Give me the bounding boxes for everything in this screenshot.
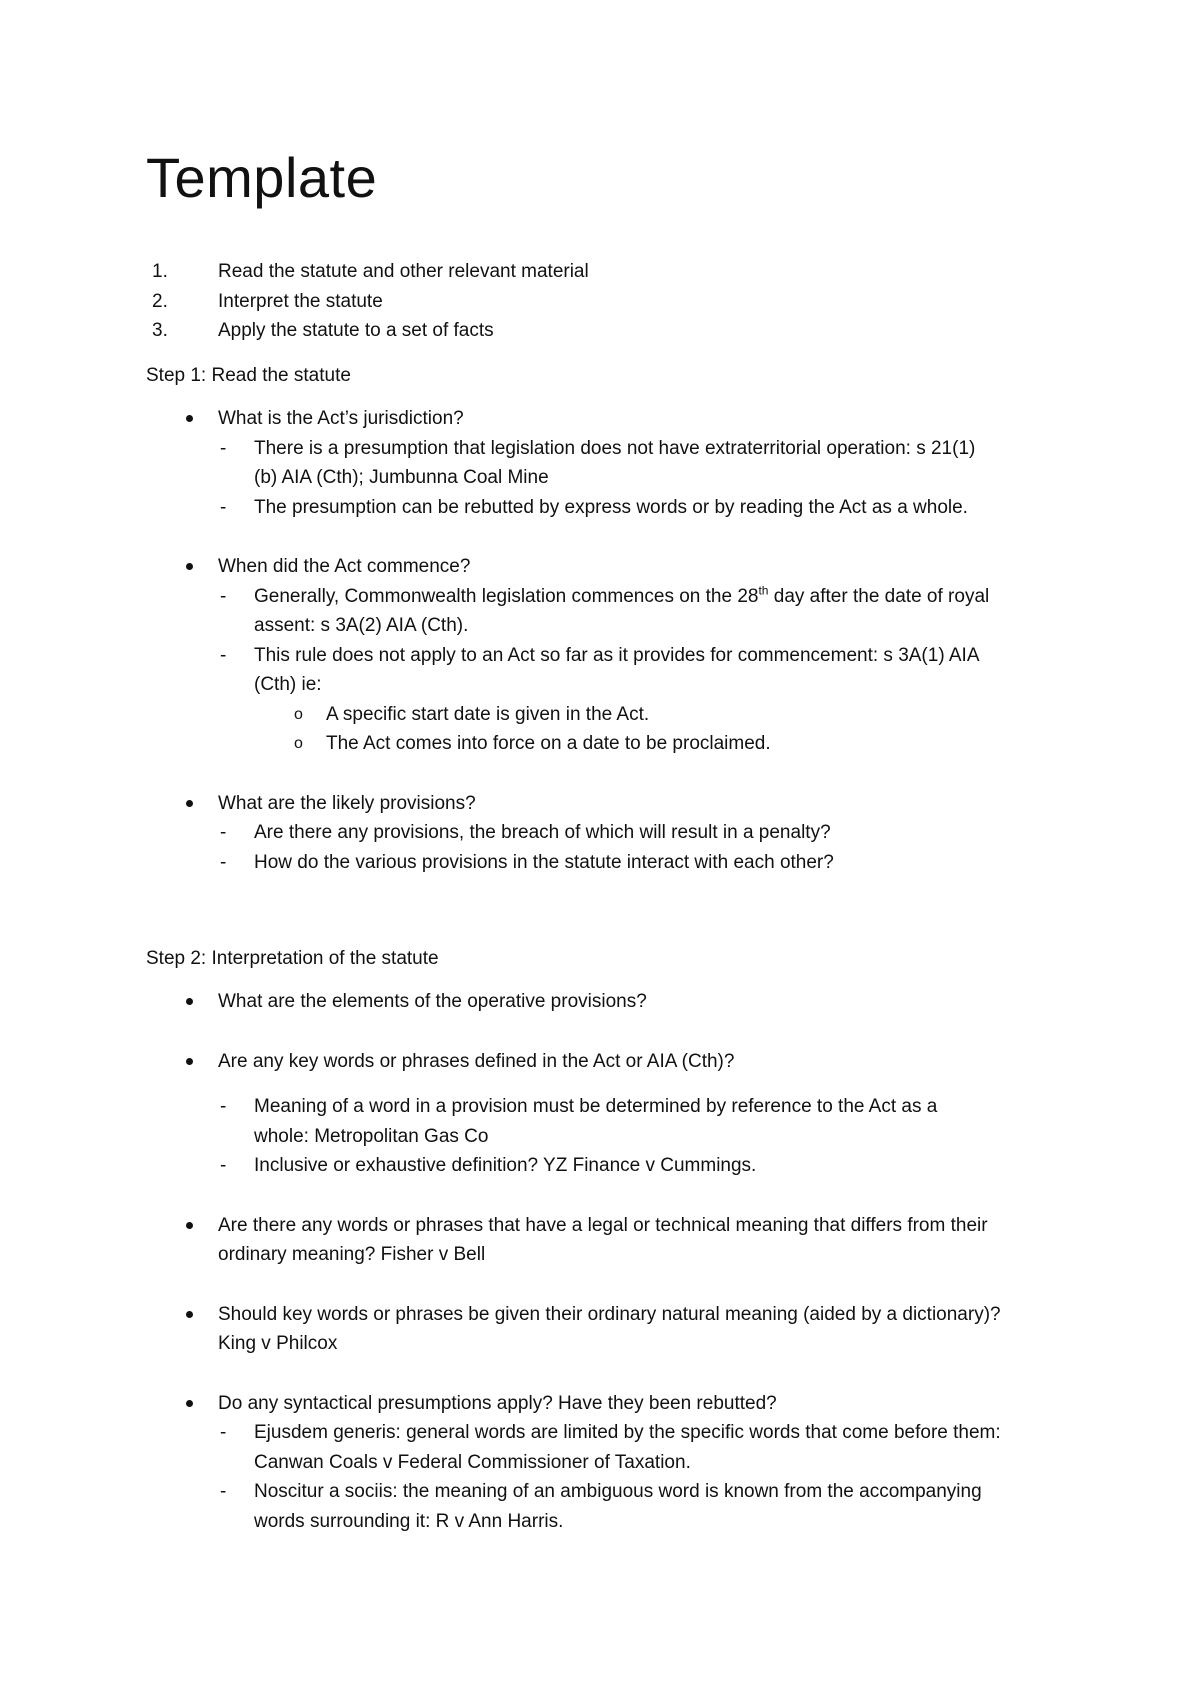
list-item: - This rule does not apply to an Act so far as it provides for commencement: s 3A(1) AIA <box>220 644 980 666</box>
list-item: o A specific start date is given in the Act. <box>294 703 650 725</box>
list-item: - Noscitur a sociis: the meaning of an ambiguous word is known from the accompanying <box>220 1481 982 1502</box>
list-item: - Inclusive or exhaustive definition? YZ Finance v Cummings. <box>220 1155 757 1176</box>
list-item: What is the Act’s jurisdiction? <box>146 404 1086 434</box>
step2-section <box>146 987 1086 1536</box>
list-item-continued: words surrounding it: R v Ann Harris. <box>254 1510 564 1532</box>
bullet-icon <box>186 1222 193 1229</box>
bullet-icon <box>186 415 193 422</box>
list-item-continued: (Cth) ie: <box>254 674 322 695</box>
list-item-continued: assent: s 3A(2) AIA (Cth). <box>254 615 469 636</box>
list-item: 2. Interpret the statute <box>152 290 383 312</box>
bullet-icon <box>186 1311 193 1318</box>
list-item: Are there any words or phrases that have a legal or technical meaning that differs from their <box>146 1211 1086 1241</box>
step2-heading: Step 2: Interpretation of the statute <box>146 948 439 969</box>
list-item: - Meaning of a word in a provision must be determined by reference to the Act as a <box>220 1096 938 1117</box>
list-item-continued: Canwan Coals v Federal Commissioner of Taxation. <box>254 1451 691 1473</box>
document-title: Template <box>146 146 378 209</box>
list-item: - The presumption can be rebutted by express words or by reading the Act as a whole. <box>220 496 968 518</box>
list-item: - How do the various provisions in the statute interact with each other? <box>220 851 834 873</box>
list-item: - Generally, Commonwealth legislation commences on the 28th day after the date of royal <box>220 583 990 607</box>
list-item-continued: ordinary meaning? Fisher v Bell <box>218 1244 486 1265</box>
steps-list <box>146 257 589 346</box>
list-item: Should key words or phrases be given their ordinary natural meaning (aided by a dictionary)? <box>146 1300 1086 1330</box>
list-item: o The Act comes into force on a date to be proclaimed. <box>294 733 771 754</box>
list-item-continued: (b) AIA (Cth); Jumbunna Coal Mine <box>254 467 549 488</box>
bullet-icon <box>186 800 193 807</box>
step1-section <box>146 404 1086 877</box>
list-item: - There is a presumption that legislation does not have extraterritorial operation: s 21(1) <box>220 437 976 459</box>
list-item: What are the likely provisions? <box>146 789 1086 819</box>
bullet-icon <box>186 563 193 570</box>
list-item: What are the elements of the operative provisions? <box>146 987 1086 1017</box>
bullet-icon <box>186 1058 193 1065</box>
list-item-continued: King v Philcox <box>218 1333 338 1354</box>
list-item: - Are there any provisions, the breach of which will result in a penalty? <box>220 822 831 843</box>
bullet-icon <box>186 1400 193 1407</box>
list-item: 3. Apply the statute to a set of facts <box>152 320 494 341</box>
list-item: - Ejusdem generis: general words are limited by the specific words that come before them: <box>220 1422 1001 1443</box>
list-item: When did the Act commence? <box>146 552 1086 582</box>
list-item: 1. Read the statute and other relevant material <box>152 261 589 282</box>
step1-heading: Step 1: Read the statute <box>146 365 351 386</box>
list-item-continued: whole: Metropolitan Gas Co <box>254 1125 489 1147</box>
list-item: Are any key words or phrases defined in the Act or AIA (Cth)? <box>146 1047 1086 1077</box>
bullet-icon <box>186 998 193 1005</box>
list-item: Do any syntactical presumptions apply? Have they been rebutted? <box>146 1389 1086 1419</box>
